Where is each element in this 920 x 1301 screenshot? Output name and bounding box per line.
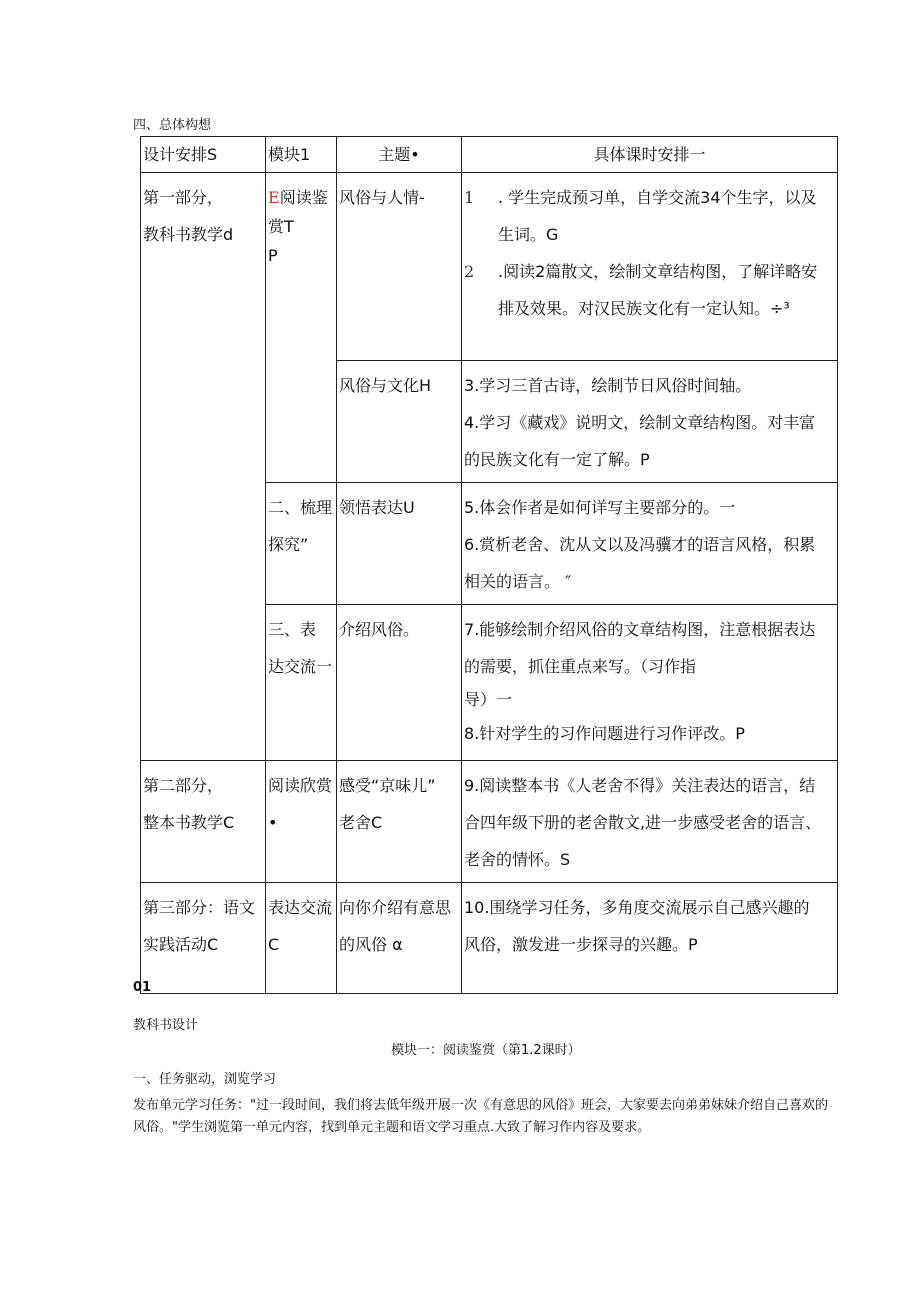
part1-label: 第一部分， 教科书教学d (141, 173, 266, 761)
table-row (141, 761, 838, 883)
schedule-item-10: 10.围绕学习任务，多角度交流展示自己感兴趣的 风俗，激发进一步探寻的兴趣。P (462, 883, 838, 994)
module-reading-appreciation: E阅读鉴 赏T P (266, 173, 337, 483)
header-design: 设计安排S (141, 137, 266, 173)
module-communicate: 三、表 达交流一 (266, 605, 337, 761)
theme-customs-and-feelings: 风俗与人情- (337, 173, 462, 361)
theme-customs-and-culture: 风俗与文化H (337, 361, 462, 483)
part3-label: 第三部分：语文 实践活动C (141, 883, 266, 994)
overall-plan-table (140, 136, 838, 994)
design-title: 教科书设计 (133, 1018, 199, 1033)
marker-01: 01 (133, 980, 152, 995)
schedule-items-1-2: 1 . 学生完成预习单，自学交流34个生字，以及 生词。G 2 .阅读2篇散文，绘制文章结构图，了解详略安 排及效果。对汉民族文化有一定认知。÷³ (462, 173, 838, 361)
task-heading: 一、任务驱动，浏览学习 (133, 1072, 277, 1087)
theme-expression: 领悟表达U (337, 483, 462, 605)
table-header-row (141, 137, 838, 173)
paragraph-line-1: 发布单元学习任务："过一段时间，我们将去低年级开展一次《有意思的风俗》班会，大家要去向弟弟妹妹介绍自己喜欢的 (133, 1098, 828, 1113)
schedule-items-5-6: 5.体会作者是如何详写主要部分的。一 6.赏析老舍、沈从文以及冯骥才的语言风格，积累 相关的语言。 ″ (462, 483, 838, 605)
header-schedule: 具体课时安排一 (462, 137, 838, 173)
schedule-item-9: 9.阅读整本书《人老舍不得》关注表达的语言，结 合四年级下册的老舍散文,进一步感受老舍的语言、 老舍的情怀。S (462, 761, 838, 883)
theme-introduce-customs: 介绍风俗。 (337, 605, 462, 761)
theme-interesting-customs: 向你介绍有意思 的风俗 α (337, 883, 462, 994)
part2-label: 第二部分， 整本书教学C (141, 761, 266, 883)
header-theme: 主题• (337, 137, 462, 173)
module-explore: 二、梳理 探究” (266, 483, 337, 605)
module-expression-exchange: 表达交流 C (266, 883, 337, 994)
module-reading-enjoy: 阅读欣赏 • (266, 761, 337, 883)
table-row (141, 883, 838, 994)
schedule-items-7-8: 7.能够绘制介绍风俗的文章结构图，注意根据表达 的需要，抓住重点来写。（习作指 导）一 8.针对学生的习作问题进行习作评改。P (462, 605, 838, 761)
theme-laoshe: 感受“京味儿” 老舍C (337, 761, 462, 883)
module-heading: 模块一：阅读鉴赏（第1.2课时） (391, 1043, 581, 1058)
paragraph-line-2: 风俗。"学生浏览第一单元内容，找到单元主题和语文学习重点.大致了解习作内容及要求。 (133, 1120, 651, 1135)
header-module: 模块1 (266, 137, 337, 173)
schedule-items-3-4: 3.学习三首古诗，绘制节日风俗时间轴。 4.学习《藏戏》说明文，绘制文章结构图。对丰富 的民族文化有一定了解。P (462, 361, 838, 483)
table-row (141, 173, 838, 361)
section-title: 四、总体构想 (133, 118, 212, 133)
